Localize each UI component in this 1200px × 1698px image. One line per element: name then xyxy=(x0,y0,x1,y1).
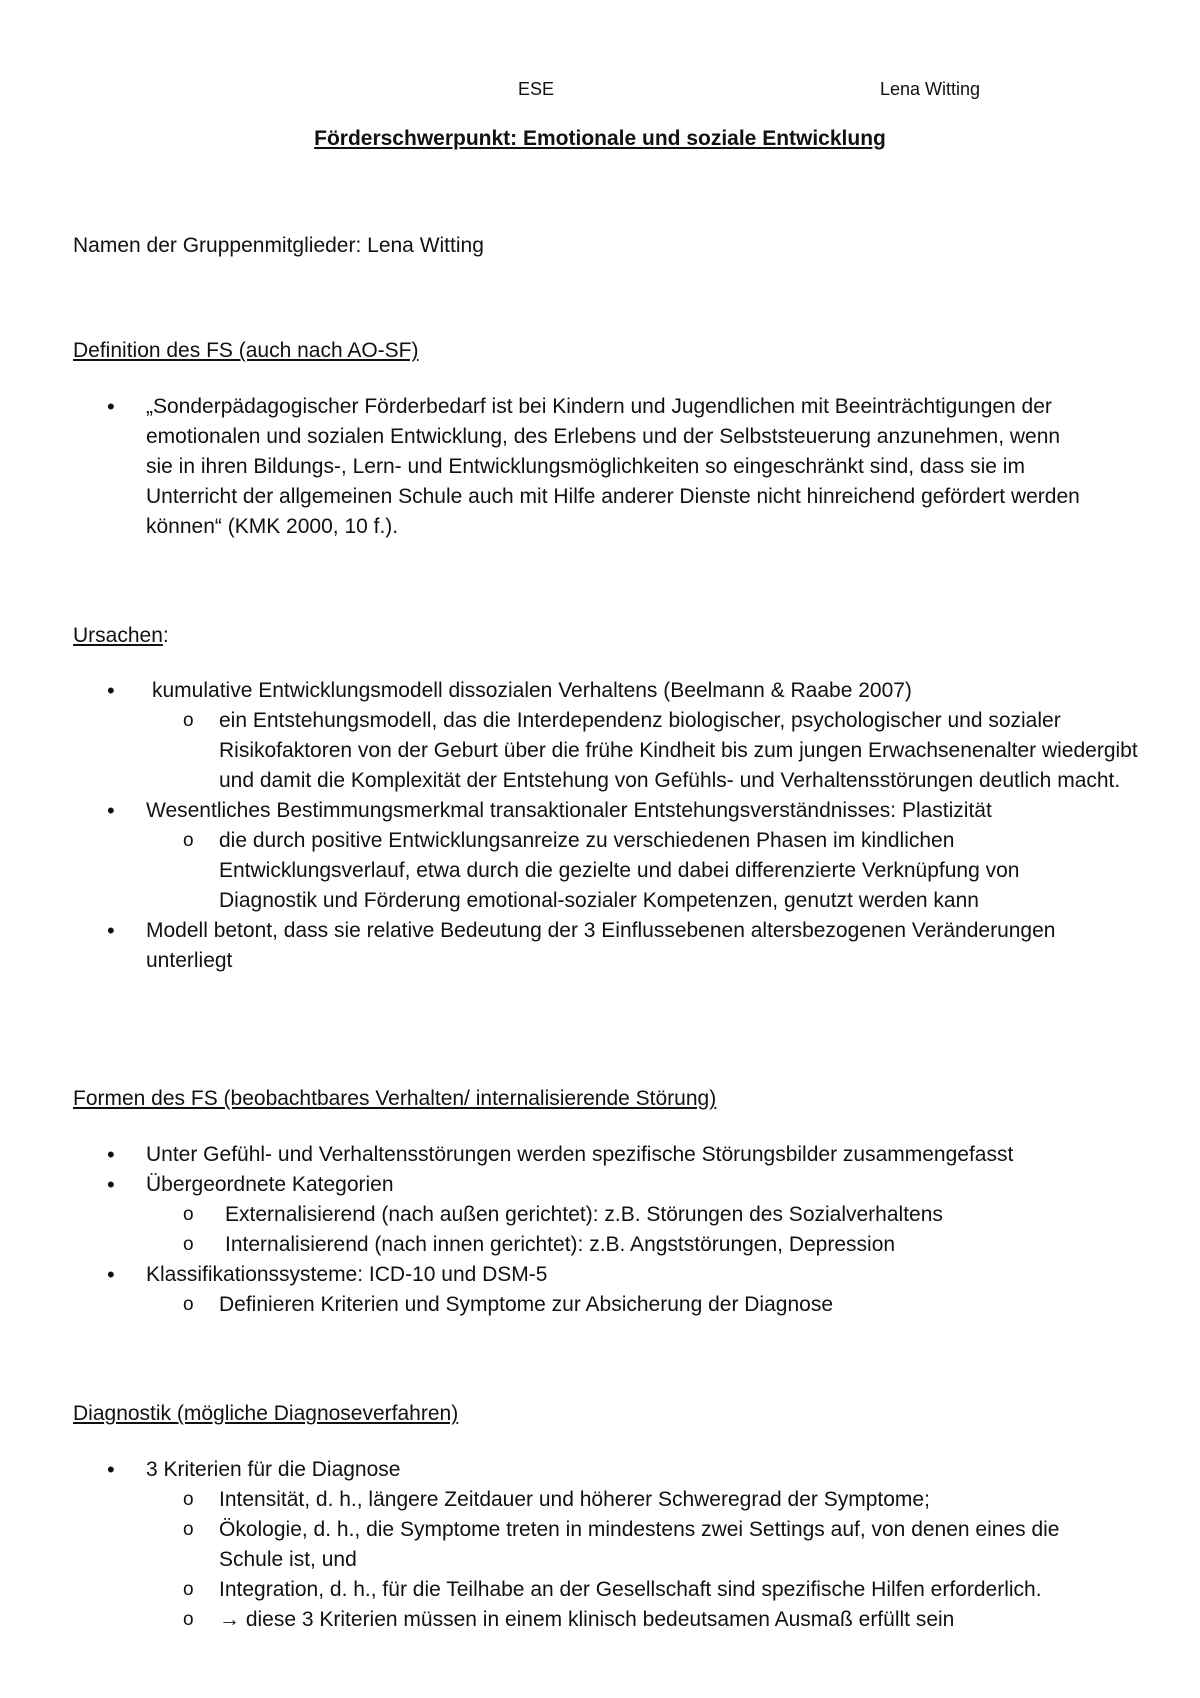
sub-list-item: o Intensität, d. h., längere Zeitdauer und höherer Schweregrad der Symptome; xyxy=(0,1485,1200,1515)
list-item: • Übergeordnete Kategorien xyxy=(0,1170,1200,1200)
page-title: Förderschwerpunkt: Emotionale und soziale Entwicklung xyxy=(314,127,886,150)
list-item: • Modell betont, dass sie relative Bedeutung der 3 Einflussebenen altersbezogenen Veränderungen unterliegt xyxy=(0,916,1200,976)
diagnostik-list xyxy=(0,1455,1200,1635)
heading-definition: Definition des FS (auch nach AO-SF) xyxy=(73,339,419,362)
heading-formen: Formen des FS (beobachtbares Verhalten/ internalisierende Störung) xyxy=(73,1087,717,1110)
list-item: • kumulative Entwicklungsmodell dissozialen Verhaltens (Beelmann & Raabe 2007) xyxy=(0,676,1200,706)
sub-list-item: o Definieren Kriterien und Symptome zur Absicherung der Diagnose xyxy=(0,1290,1200,1320)
heading-diagnostik: Diagnostik (mögliche Diagnoseverfahren) xyxy=(73,1402,459,1425)
header-author: Lena Witting xyxy=(880,79,981,99)
heading-ursachen xyxy=(73,621,169,651)
sub-list-item: o ein Entstehungsmodell, das die Interdependenz biologischer, psychologischer und sozialer Risikofaktoren von der Geburt über die frühe Kindheit bis zum jungen Erwachsenenalter wiedergibt und damit die Komplexität der Entstehung von Gefühls- und Verhaltensstörungen deutlich macht. xyxy=(0,706,1200,796)
sub-list-item: o die durch positive Entwicklungsanreize zu verschiedenen Phasen im kindlichen Entwicklungsverlauf, etwa durch die gezielte und dabei differenzierte Verknüpfung von Diagnostik und Förderung emotional-sozialer Kompetenzen, genutzt werden kann xyxy=(0,826,1200,916)
group-members: Namen der Gruppenmitglieder: Lena Witting xyxy=(73,234,484,257)
formen-list xyxy=(0,1140,1200,1320)
ursachen-list xyxy=(0,676,1200,976)
list-item: • 3 Kriterien für die Diagnose xyxy=(0,1455,1200,1485)
header-course: ESE xyxy=(518,79,555,99)
sub-list-item: o Integration, d. h., für die Teilhabe an der Gesellschaft sind spezifische Hilfen erforderlich. xyxy=(0,1575,1200,1605)
definition-list xyxy=(0,392,1200,542)
sub-list-item: o Internalisierend (nach innen gerichtet): z.B. Angststörungen, Depression xyxy=(0,1230,1200,1260)
sub-list-item: o Externalisierend (nach außen gerichtet): z.B. Störungen des Sozialverhaltens xyxy=(0,1200,1200,1230)
heading-ursachen-suffix: : xyxy=(162,624,169,647)
sub-list-item: o Ökologie, d. h., die Symptome treten in mindestens zwei Settings auf, von denen eines die Schule ist, und xyxy=(0,1515,1200,1575)
list-item: • Wesentliches Bestimmungsmerkmal transaktionaler Entstehungsverständnisses: Plastizität xyxy=(0,796,1200,826)
heading-ursachen-text: Ursachen xyxy=(73,624,163,647)
list-item: • Unter Gefühl- und Verhaltensstörungen werden spezifische Störungsbilder zusammengefasst xyxy=(0,1140,1200,1170)
list-item: • „Sonderpädagogischer Förderbedarf ist bei Kindern und Jugendlichen mit Beeinträchtigungen der emotionalen und sozialen Entwicklung, des Erlebens und der Selbststeuerung anzunehmen, wenn sie in ihren Bildungs-, Lern- und Entwicklungsmöglichkeiten so eingeschränkt sind, dass sie im Unterricht der allgemeinen Schule auch mit Hilfe anderer Dienste nicht hinreichend gefördert werden können“ (KMK 2000, 10 f.). xyxy=(0,392,1200,542)
list-item: • Klassifikationssysteme: ICD-10 und DSM-5 xyxy=(0,1260,1200,1290)
sub-list-item: o → diese 3 Kriterien müssen in einem klinisch bedeutsamen Ausmaß erfüllt sein xyxy=(0,1605,1200,1635)
